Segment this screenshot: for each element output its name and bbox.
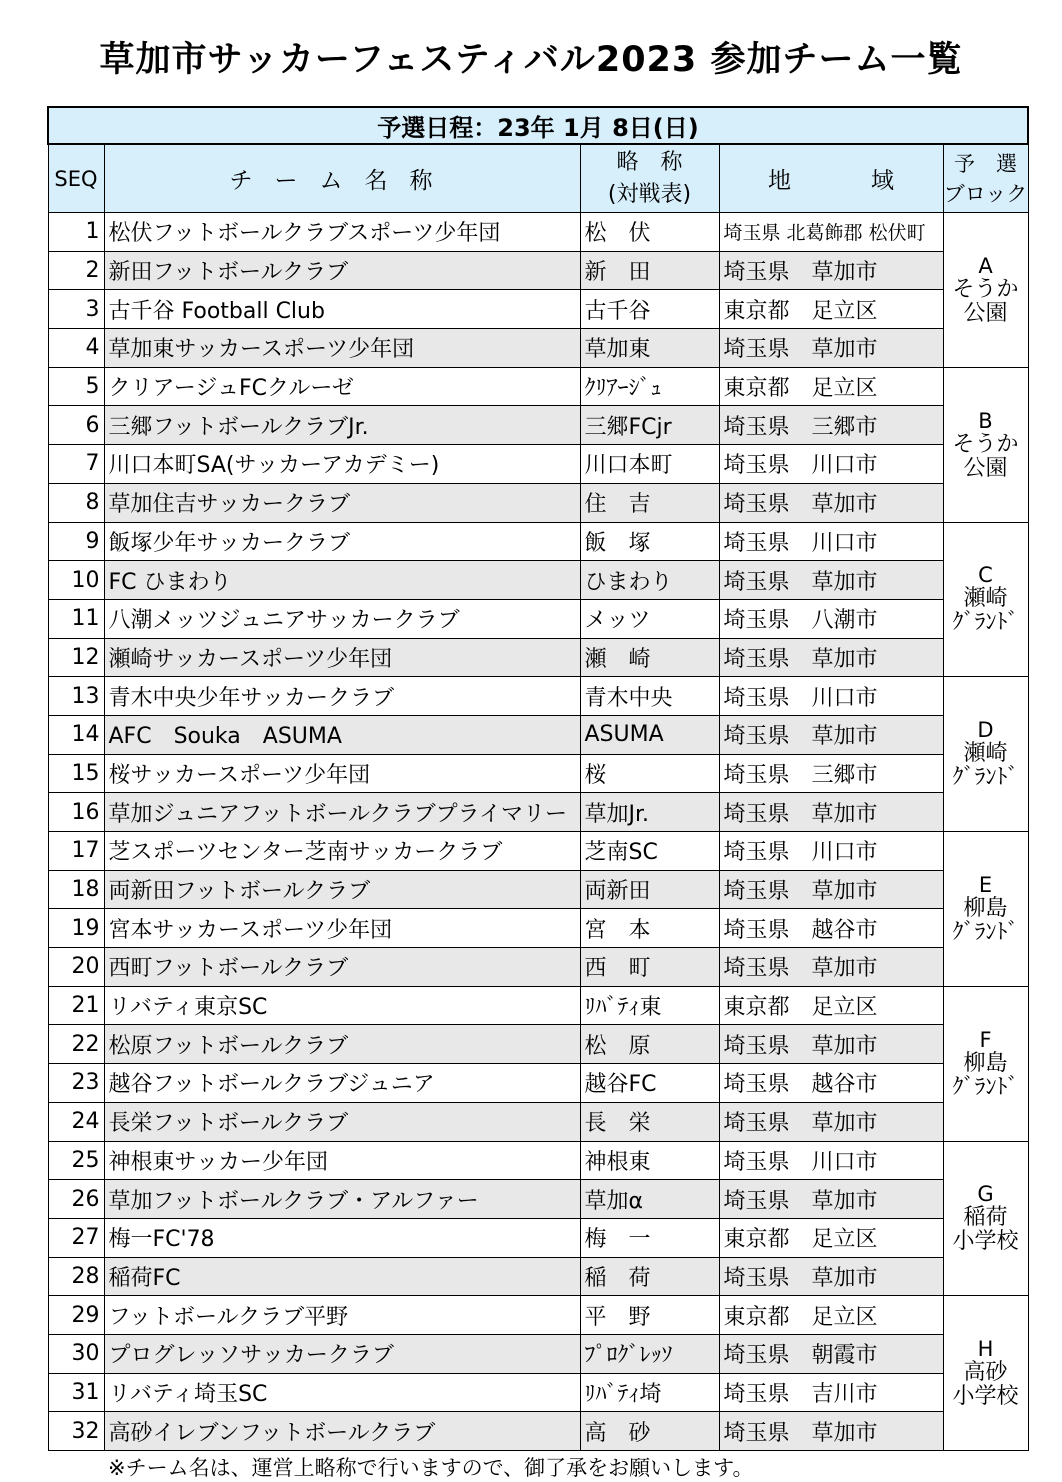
table-row bbox=[48, 290, 1028, 329]
row-team-name: 西町フットボールクラブ bbox=[104, 948, 580, 987]
row-team-name: 芝スポーツセンター芝南サッカークラブ bbox=[104, 832, 580, 871]
block-cell bbox=[943, 213, 1028, 368]
table-row bbox=[48, 406, 1028, 445]
row-abbr: 芝南SC bbox=[580, 832, 719, 871]
row-team-name: フットボールクラブ平野 bbox=[104, 1296, 580, 1335]
row-area: 埼玉県 川口市 bbox=[719, 832, 943, 871]
header-abbr-line1: 略 称 bbox=[616, 149, 683, 175]
row-team-name: プログレッソサッカークラブ bbox=[104, 1334, 580, 1373]
row-area: 埼玉県 草加市 bbox=[719, 870, 943, 909]
row-area: 埼玉県 川口市 bbox=[719, 445, 943, 484]
row-area: 埼玉県 草加市 bbox=[719, 1180, 943, 1219]
table-row bbox=[48, 445, 1028, 484]
block-place-line2: ｸﾞﾗﾝﾄﾞ bbox=[952, 765, 1019, 791]
row-area: 埼玉県 川口市 bbox=[719, 1141, 943, 1180]
row-seq: 9 bbox=[48, 522, 104, 561]
row-team-name: リバティ東京SC bbox=[104, 986, 580, 1025]
table-row bbox=[48, 870, 1028, 909]
table-row bbox=[48, 1218, 1028, 1257]
row-abbr: 草加東 bbox=[580, 329, 719, 368]
table-row bbox=[48, 832, 1028, 871]
header-seq: SEQ bbox=[48, 144, 104, 213]
row-team-name: 八潮メッツジュニアサッカークラブ bbox=[104, 599, 580, 638]
row-seq: 29 bbox=[48, 1296, 104, 1335]
row-seq: 13 bbox=[48, 677, 104, 716]
row-seq: 32 bbox=[48, 1412, 104, 1451]
header-block-line2: ブロック bbox=[943, 181, 1028, 206]
row-team-name: 高砂イレブンフットボールクラブ bbox=[104, 1412, 580, 1451]
block-place-line2: ｸﾞﾗﾝﾄﾞ bbox=[952, 610, 1019, 636]
row-area: 埼玉県 草加市 bbox=[719, 715, 943, 754]
row-seq: 18 bbox=[48, 870, 104, 909]
table-row bbox=[48, 367, 1028, 406]
row-team-name: 草加ジュニアフットボールクラブプライマリー bbox=[104, 793, 580, 832]
row-abbr: 稲 荷 bbox=[580, 1257, 719, 1296]
block-cell bbox=[943, 677, 1028, 832]
row-abbr: ﾘﾊﾞﾃｨ東 bbox=[580, 986, 719, 1025]
row-abbr: 西 町 bbox=[580, 948, 719, 987]
row-team-name: 草加フットボールクラブ・アルファー bbox=[104, 1180, 580, 1219]
row-area: 埼玉県 三郷市 bbox=[719, 406, 943, 445]
row-seq: 24 bbox=[48, 1102, 104, 1141]
row-area: 埼玉県 草加市 bbox=[719, 1412, 943, 1451]
table-row bbox=[48, 638, 1028, 677]
row-area: 埼玉県 草加市 bbox=[719, 638, 943, 677]
row-area: 埼玉県 草加市 bbox=[719, 1257, 943, 1296]
row-area: 埼玉県 川口市 bbox=[719, 522, 943, 561]
row-team-name: 川口本町SA(サッカーアカデミー) bbox=[104, 445, 580, 484]
row-team-name: 瀬崎サッカースポーツ少年団 bbox=[104, 638, 580, 677]
row-abbr: 桜 bbox=[580, 754, 719, 793]
row-seq: 17 bbox=[48, 832, 104, 871]
header-abbr bbox=[580, 144, 719, 213]
footnote: ※チーム名は、運営上略称で行いますので、御了承をお願いします。 bbox=[108, 1456, 754, 1480]
row-abbr: 両新田 bbox=[580, 870, 719, 909]
block-place-line2: 小学校 bbox=[952, 1384, 1019, 1410]
row-abbr: 松 原 bbox=[580, 1025, 719, 1064]
row-area: 埼玉県 朝霞市 bbox=[719, 1334, 943, 1373]
row-seq: 26 bbox=[48, 1180, 104, 1219]
row-area: 埼玉県 草加市 bbox=[719, 251, 943, 290]
row-seq: 12 bbox=[48, 638, 104, 677]
block-letter: H bbox=[977, 1337, 994, 1362]
row-area: 埼玉県 草加市 bbox=[719, 1025, 943, 1064]
row-area: 東京都 足立区 bbox=[719, 1218, 943, 1257]
table-row bbox=[48, 561, 1028, 600]
row-seq: 10 bbox=[48, 561, 104, 600]
block-place-line1: 瀬崎 bbox=[963, 741, 1008, 767]
row-team-name: 梅一FC'78 bbox=[104, 1218, 580, 1257]
block-place-line1: 柳島 bbox=[963, 895, 1008, 921]
row-seq: 15 bbox=[48, 754, 104, 793]
row-seq: 6 bbox=[48, 406, 104, 445]
block-cell bbox=[943, 1141, 1028, 1296]
row-team-name: 松伏フットボールクラブスポーツ少年団 bbox=[104, 213, 580, 252]
table-row bbox=[48, 909, 1028, 948]
table-row bbox=[48, 793, 1028, 832]
row-abbr: 青木中央 bbox=[580, 677, 719, 716]
table-row bbox=[48, 715, 1028, 754]
row-area: 東京都 足立区 bbox=[719, 367, 943, 406]
table-row bbox=[48, 483, 1028, 522]
row-abbr: ASUMA bbox=[580, 715, 719, 754]
table-row bbox=[48, 1064, 1028, 1103]
row-seq: 22 bbox=[48, 1025, 104, 1064]
row-seq: 8 bbox=[48, 483, 104, 522]
row-abbr: ひまわり bbox=[580, 561, 719, 600]
table-row bbox=[48, 1102, 1028, 1141]
table-row bbox=[48, 251, 1028, 290]
table-row bbox=[48, 986, 1028, 1025]
row-area: 埼玉県 草加市 bbox=[719, 793, 943, 832]
block-place-line1: そうか bbox=[952, 431, 1019, 457]
row-team-name: 越谷フットボールクラブジュニア bbox=[104, 1064, 580, 1103]
team-table bbox=[47, 106, 1029, 1451]
header-area-left: 地 bbox=[768, 168, 791, 194]
row-team-name: 草加住吉サッカークラブ bbox=[104, 483, 580, 522]
row-team-name: 古千谷 Football Club bbox=[104, 290, 580, 329]
block-place-line2: ｸﾞﾗﾝﾄﾞ bbox=[952, 1074, 1019, 1100]
row-seq: 3 bbox=[48, 290, 104, 329]
table-row bbox=[48, 1257, 1028, 1296]
table-row bbox=[48, 599, 1028, 638]
row-seq: 14 bbox=[48, 715, 104, 754]
row-abbr: 宮 本 bbox=[580, 909, 719, 948]
block-letter: E bbox=[978, 872, 993, 897]
row-team-name: 宮本サッカースポーツ少年団 bbox=[104, 909, 580, 948]
schedule-header: 予選日程：23年 1月 8日(日) bbox=[48, 107, 1028, 144]
block-cell bbox=[943, 1296, 1028, 1451]
row-abbr: 松 伏 bbox=[580, 213, 719, 252]
row-seq: 4 bbox=[48, 329, 104, 368]
row-team-name: 三郷フットボールクラブJr. bbox=[104, 406, 580, 445]
header-area bbox=[719, 144, 943, 213]
table-row bbox=[48, 1334, 1028, 1373]
table-row bbox=[48, 1373, 1028, 1412]
row-seq: 7 bbox=[48, 445, 104, 484]
table-row bbox=[48, 1025, 1028, 1064]
row-seq: 30 bbox=[48, 1334, 104, 1373]
block-letter: C bbox=[978, 563, 993, 588]
row-team-name: 青木中央少年サッカークラブ bbox=[104, 677, 580, 716]
block-place-line1: 柳島 bbox=[963, 1050, 1008, 1076]
row-seq: 25 bbox=[48, 1141, 104, 1180]
row-team-name: 両新田フットボールクラブ bbox=[104, 870, 580, 909]
row-team-name: 桜サッカースポーツ少年団 bbox=[104, 754, 580, 793]
row-area: 埼玉県 草加市 bbox=[719, 329, 943, 368]
block-place-line2: 小学校 bbox=[952, 1229, 1019, 1255]
block-cell bbox=[943, 367, 1028, 522]
table-row bbox=[48, 329, 1028, 368]
row-area: 東京都 足立区 bbox=[719, 986, 943, 1025]
block-letter: G bbox=[977, 1182, 994, 1207]
block-letter: F bbox=[979, 1027, 992, 1052]
row-team-name: 神根東サッカー少年団 bbox=[104, 1141, 580, 1180]
row-area: 埼玉県 越谷市 bbox=[719, 909, 943, 948]
row-abbr: 高 砂 bbox=[580, 1412, 719, 1451]
table-row bbox=[48, 1412, 1028, 1451]
row-seq: 20 bbox=[48, 948, 104, 987]
table-row bbox=[48, 213, 1028, 252]
row-area: 埼玉県 草加市 bbox=[719, 1102, 943, 1141]
row-team-name: クリアージュFCクルーゼ bbox=[104, 367, 580, 406]
row-team-name: 飯塚少年サッカークラブ bbox=[104, 522, 580, 561]
block-place-line1: 高砂 bbox=[963, 1360, 1008, 1386]
block-place-line1: 瀬崎 bbox=[963, 586, 1008, 612]
row-abbr: 三郷FCjr bbox=[580, 406, 719, 445]
block-letter: D bbox=[977, 718, 994, 743]
row-seq: 5 bbox=[48, 367, 104, 406]
row-area: 埼玉県 川口市 bbox=[719, 677, 943, 716]
row-abbr: 長 栄 bbox=[580, 1102, 719, 1141]
table-row bbox=[48, 948, 1028, 987]
block-place-line2: ｸﾞﾗﾝﾄﾞ bbox=[952, 919, 1019, 945]
row-team-name: 新田フットボールクラブ bbox=[104, 251, 580, 290]
row-abbr: 草加α bbox=[580, 1180, 719, 1219]
block-place-line2: 公園 bbox=[963, 300, 1008, 326]
row-area: 東京都 足立区 bbox=[719, 290, 943, 329]
page-title: 草加市サッカーフェスティバル2023 参加チーム一覧 bbox=[99, 40, 963, 80]
block-place-line1: そうか bbox=[952, 276, 1019, 302]
row-abbr: 越谷FC bbox=[580, 1064, 719, 1103]
row-abbr: 瀬 崎 bbox=[580, 638, 719, 677]
row-abbr: 新 田 bbox=[580, 251, 719, 290]
block-cell bbox=[943, 832, 1028, 987]
row-abbr: 飯 塚 bbox=[580, 522, 719, 561]
row-seq: 11 bbox=[48, 599, 104, 638]
row-seq: 28 bbox=[48, 1257, 104, 1296]
row-area: 埼玉県 草加市 bbox=[719, 561, 943, 600]
table-row bbox=[48, 522, 1028, 561]
table-row bbox=[48, 754, 1028, 793]
row-seq: 19 bbox=[48, 909, 104, 948]
block-place-line2: 公園 bbox=[963, 455, 1008, 481]
row-seq: 2 bbox=[48, 251, 104, 290]
row-abbr: ﾘﾊﾞﾃｨ埼 bbox=[580, 1373, 719, 1412]
row-abbr: メッツ bbox=[580, 599, 719, 638]
row-seq: 1 bbox=[48, 213, 104, 252]
row-area: 埼玉県 草加市 bbox=[719, 948, 943, 987]
header-block bbox=[943, 144, 1028, 213]
block-cell bbox=[943, 986, 1028, 1141]
table-row bbox=[48, 677, 1028, 716]
row-team-name: 稲荷FC bbox=[104, 1257, 580, 1296]
row-abbr: ｸﾘｱｰｼﾞｭ bbox=[580, 367, 719, 406]
row-team-name: 草加東サッカースポーツ少年団 bbox=[104, 329, 580, 368]
row-seq: 31 bbox=[48, 1373, 104, 1412]
table-row bbox=[48, 1141, 1028, 1180]
block-place-line1: 稲荷 bbox=[963, 1205, 1008, 1231]
row-abbr: ﾌﾟﾛｸﾞﾚｯｿ bbox=[580, 1334, 719, 1373]
row-area: 埼玉県 吉川市 bbox=[719, 1373, 943, 1412]
block-letter: B bbox=[978, 408, 993, 433]
row-abbr: 梅 一 bbox=[580, 1218, 719, 1257]
block-cell bbox=[943, 522, 1028, 677]
row-team-name: AFC Souka ASUMA bbox=[104, 715, 580, 754]
row-abbr: 神根東 bbox=[580, 1141, 719, 1180]
row-area: 埼玉県 八潮市 bbox=[719, 599, 943, 638]
row-area: 埼玉県 北葛飾郡 松伏町 bbox=[719, 213, 943, 252]
row-area: 埼玉県 草加市 bbox=[719, 483, 943, 522]
row-team-name: 長栄フットボールクラブ bbox=[104, 1102, 580, 1141]
row-seq: 21 bbox=[48, 986, 104, 1025]
header-team-name: チーム名称 bbox=[104, 144, 580, 213]
row-abbr: 古千谷 bbox=[580, 290, 719, 329]
header-area-right: 域 bbox=[871, 168, 894, 194]
block-letter: A bbox=[978, 253, 993, 278]
row-team-name: 松原フットボールクラブ bbox=[104, 1025, 580, 1064]
row-abbr: 住 吉 bbox=[580, 483, 719, 522]
row-abbr: 川口本町 bbox=[580, 445, 719, 484]
table-row bbox=[48, 1296, 1028, 1335]
header-abbr-line2: (対戦表) bbox=[607, 181, 692, 207]
table-row bbox=[48, 1180, 1028, 1219]
row-area: 埼玉県 越谷市 bbox=[719, 1064, 943, 1103]
row-abbr: 平 野 bbox=[580, 1296, 719, 1335]
row-team-name: リバティ埼玉SC bbox=[104, 1373, 580, 1412]
row-seq: 16 bbox=[48, 793, 104, 832]
row-seq: 27 bbox=[48, 1218, 104, 1257]
row-team-name: FC ひまわり bbox=[104, 561, 580, 600]
row-area: 埼玉県 三郷市 bbox=[719, 754, 943, 793]
row-area: 東京都 足立区 bbox=[719, 1296, 943, 1335]
row-abbr: 草加Jr. bbox=[580, 793, 719, 832]
header-block-line1: 予 選 bbox=[954, 151, 1017, 176]
row-seq: 23 bbox=[48, 1064, 104, 1103]
